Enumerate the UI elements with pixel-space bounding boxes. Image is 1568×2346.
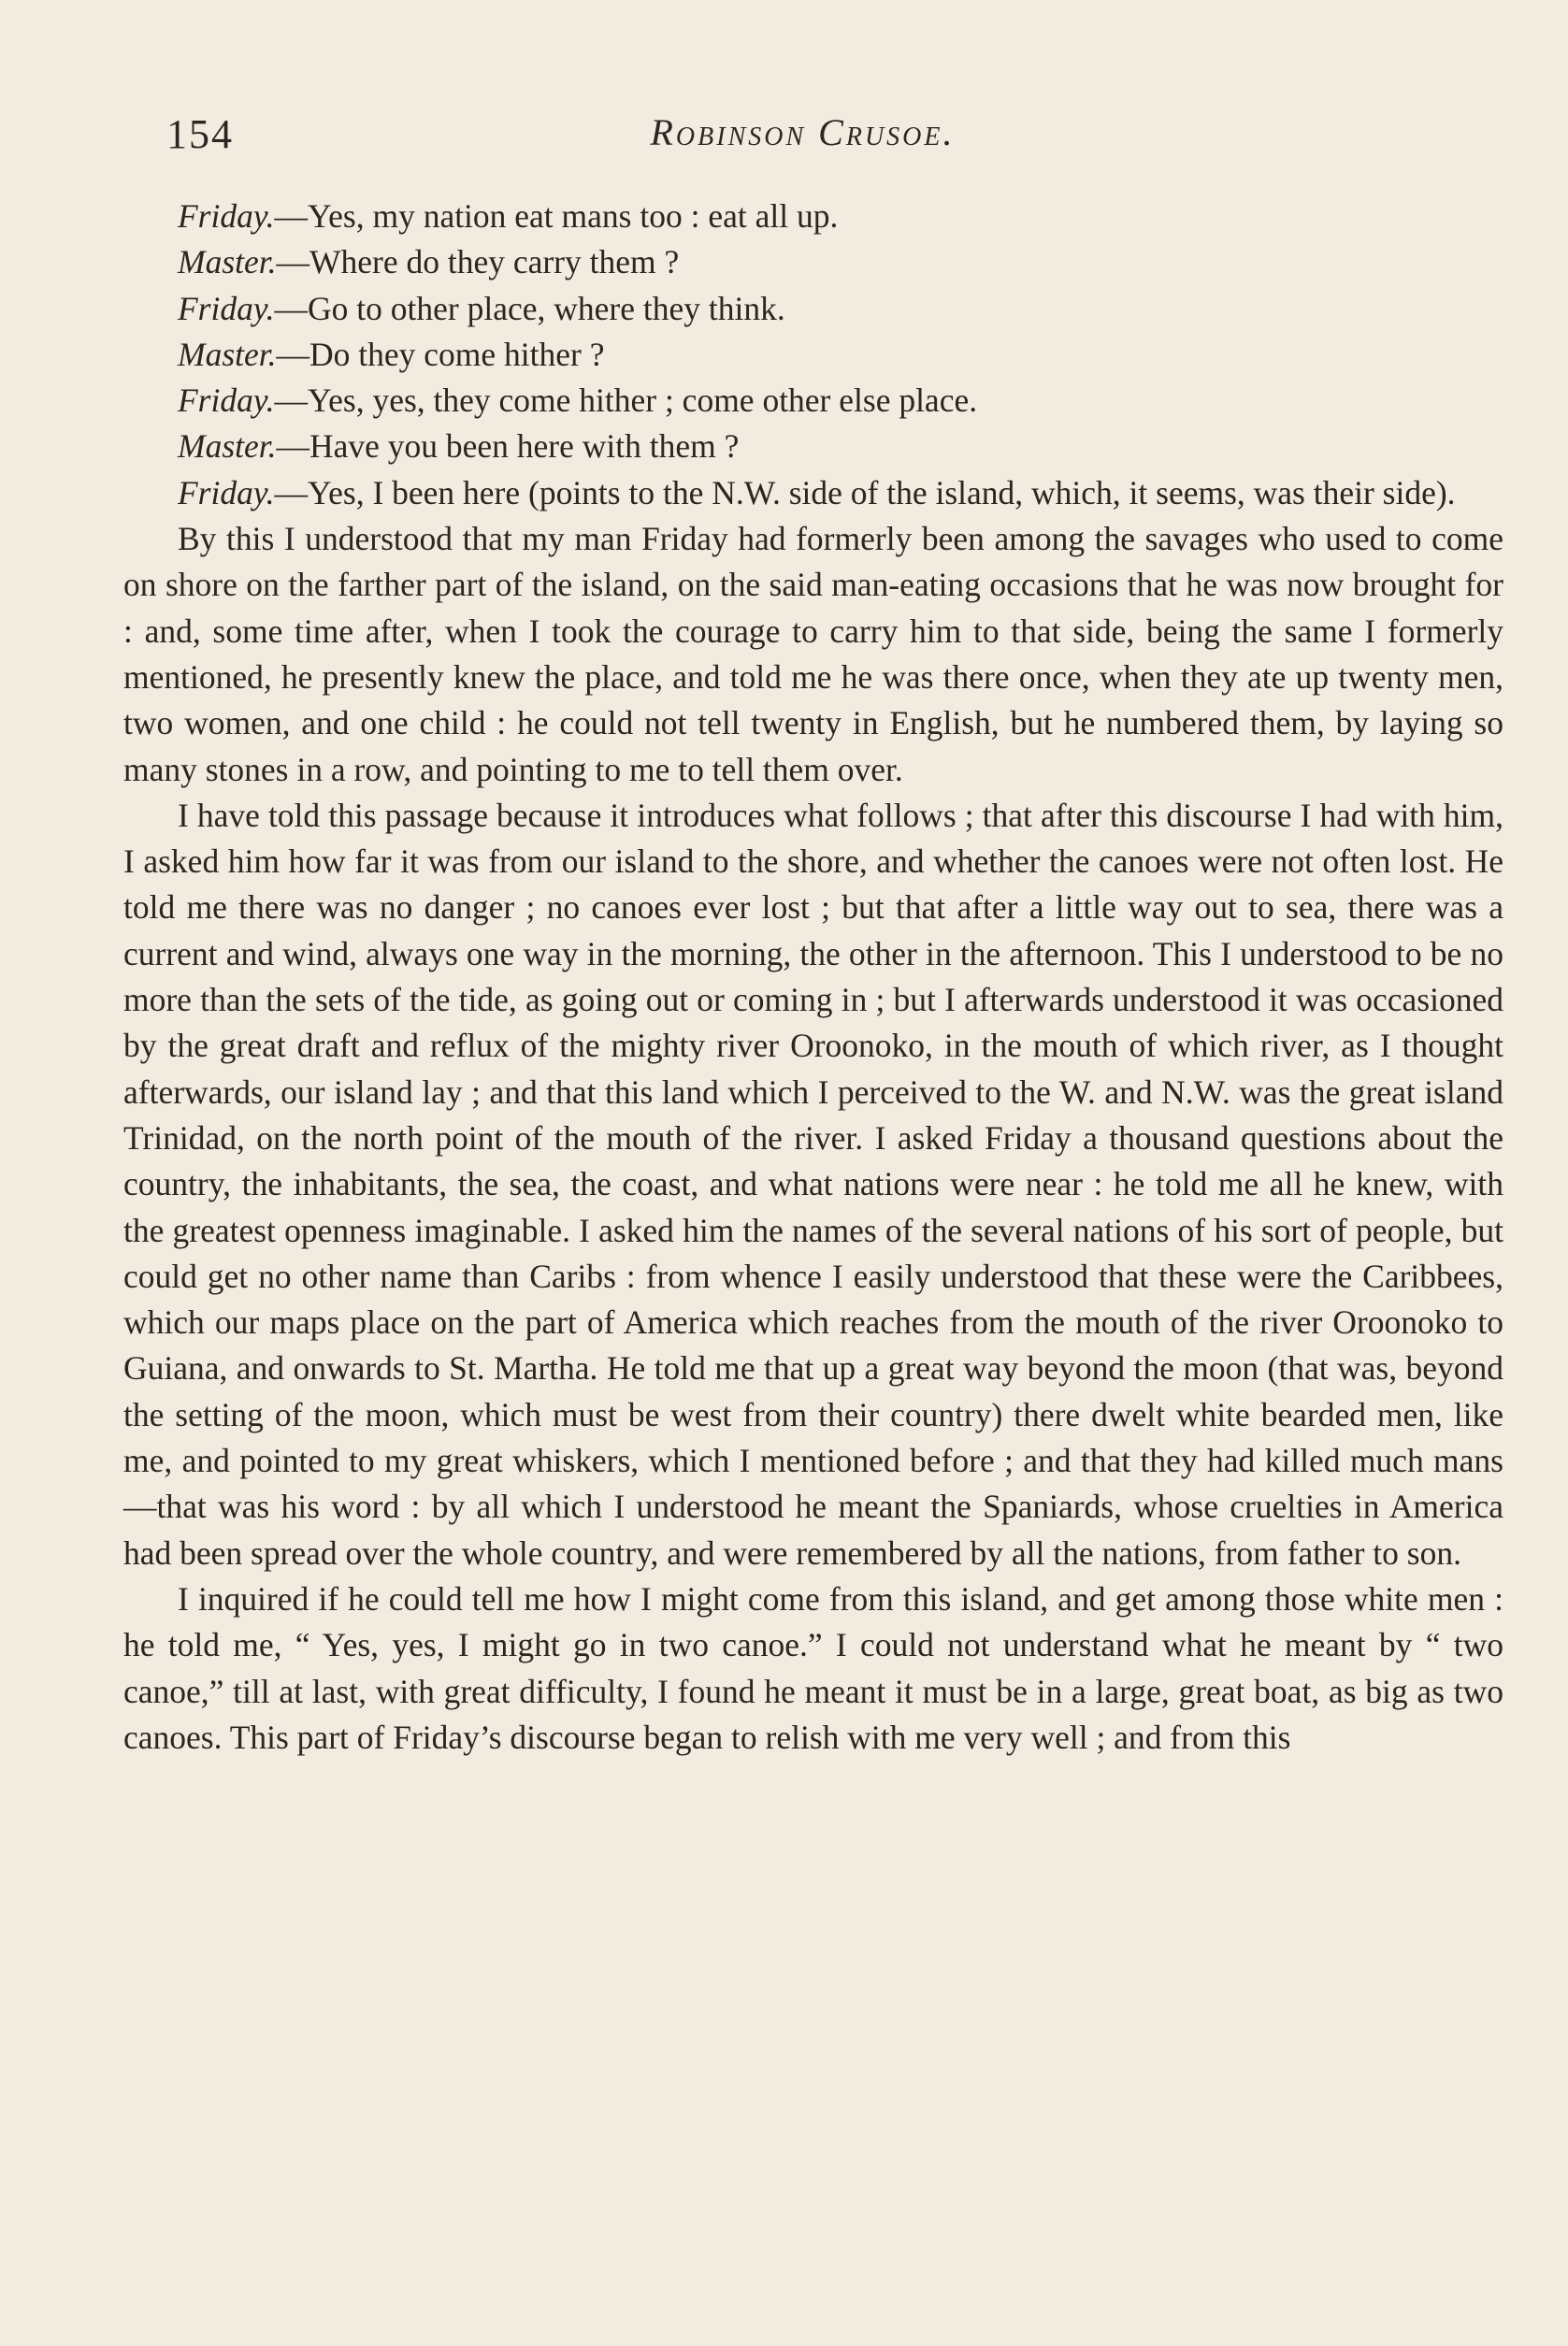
dialogue-text: —Yes, I been here (points to the N.W. side of the island, which, it seems, was their side). <box>274 473 1456 511</box>
speaker-label: Friday. <box>178 473 275 511</box>
page-number: 154 <box>166 111 234 157</box>
speaker-label: Master. <box>178 427 277 466</box>
dialogue-text: —Yes, my nation eat mans too : eat all up. <box>274 197 839 235</box>
dialogue-text: —Where do they carry them ? <box>276 243 680 281</box>
speaker-label: Master. <box>178 335 277 373</box>
dialogue-text: —Do they come hither ? <box>276 335 605 373</box>
speaker-label: Master. <box>178 243 277 281</box>
speaker-label: Friday. <box>178 289 275 327</box>
dialogue-line <box>123 286 1503 332</box>
dialogue-line <box>123 470 1503 516</box>
paragraph: I have told this passage because it introduces what follows ; that after this discourse I had with him, I asked him how far it was from our island to the shore, and whether the canoes were not often lost. He told me there was no danger ; no canoes ever lost ; but that after a little way out to sea, there was a current and wind, always one way in the morning, the other in the afternoon. This I understood to be no more than the sets of the tide, as going out or coming in ; but I afterwards understood it was occasioned by the great draft and reflux of the mighty river Oroonoko, in the mouth of which river, as I thought afterwards, our island lay ; and that this land which I perceived to the W. and N.W. was the great island Trinidad, on the north point of the mouth of the river. I asked Friday a thousand questions about the country, the inhabitants, the sea, the coast, and what nations were near : he told me all he knew, with the greatest openness imaginable. I asked him the names of the several nations of his sort of people, but could get no other name than Caribs : from whence I easily understood that these were the Caribbees, which our maps place on the part of America which reaches from the mouth of the river Oroonoko to Guiana, and onwards to St. Martha. He told me that up a great way beyond the moon (that was, beyond the setting of the moon, which must be west from their country) there dwelt white bearded men, like me, and pointed to my great whiskers, which I mentioned before ; and that they had killed much mans—that was his word : by all which I understood he meant the Spaniards, whose cruelties in America had been spread over the whole country, and were remembered by all the nations, from father to son. <box>123 796 1503 1572</box>
dialogue-text: —Have you been here with them ? <box>276 427 740 466</box>
speaker-label: Friday. <box>178 381 275 420</box>
dialogue-text: —Go to other place, where they think. <box>274 289 785 327</box>
dialogue-line <box>123 194 1503 239</box>
paragraph: By this I understood that my man Friday had formerly been among the savages who used to come on shore on the farther part of the island, on the said man-eating occasions that he was now brought for : and, some time after, when I took the courage to carry him to that side, being the same I formerly mentioned, he presently knew the place, and told me he was there once, when they ate up twenty men, two women, and one child : he could not tell twenty in English, but he numbered them, by laying so many stones in a row, and pointing to me to tell them over. <box>123 520 1503 788</box>
paragraph: I inquired if he could tell me how I might come from this island, and get among those white men : he told me, “ Yes, yes, I might go in two canoe.” I could not understand what he meant by “ two canoe,” till at last, with great difficulty, I found he meant it must be in a large, great boat, as big as two canoes. This part of Friday’s discourse began to relish with me very well ; and from this <box>123 1579 1503 1756</box>
dialogue-text: —Yes, yes, they come hither ; come other else place. <box>274 381 978 420</box>
running-title: Robinson Crusoe. <box>650 111 956 153</box>
dialogue-line <box>123 378 1503 424</box>
dialogue-line <box>123 332 1503 378</box>
speaker-label: Friday. <box>178 197 275 235</box>
dialogue-line <box>123 424 1503 469</box>
body-text <box>123 194 1503 1761</box>
dialogue-line <box>123 239 1503 285</box>
